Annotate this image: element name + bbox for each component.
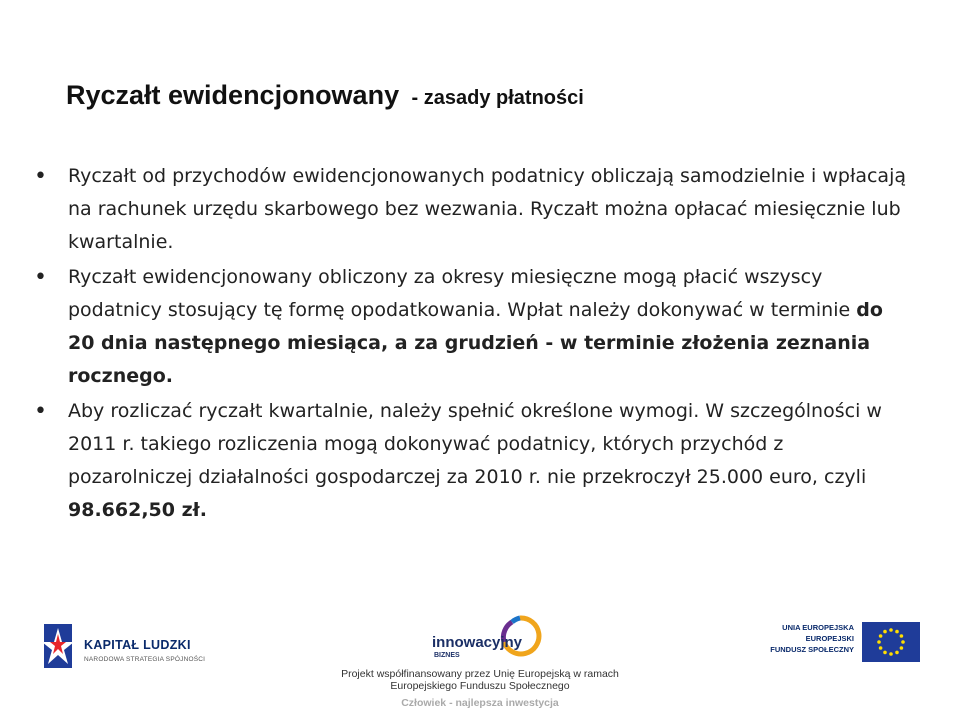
title-main: Ryczałt ewidencjonowany — [66, 80, 400, 110]
innowacyjny-text: innowacyjny — [432, 634, 523, 651]
funding-line-1: Projekt współfinansowany przez Unię Europejską w ramach — [341, 668, 619, 680]
slide-title — [66, 80, 584, 111]
funding-line-2: Europejskiego Funduszu Społecznego — [390, 680, 570, 692]
kapital-ludzki-title: KAPITAŁ LUDZKI — [84, 638, 191, 652]
bullet-item — [32, 395, 912, 527]
bullet-list — [32, 160, 912, 529]
kapital-ludzki-subtitle: NARODOWA STRATEGIA SPÓJNOŚCI — [84, 656, 206, 663]
bullet-dot: • — [34, 399, 47, 424]
eu-line-2: EUROPEJSKI — [805, 634, 854, 643]
bullet-dot: • — [34, 164, 47, 189]
bullet-text: Ryczałt ewidencjonowany obliczony za okresy miesięczne mogą płacić wszyscy podatnicy stosujący tę formę opodatkowania. Wpłat należy dokonywać w terminie — [68, 266, 857, 321]
kapital-ludzki-star-icon — [38, 618, 78, 674]
innowacyjny-biznes-logo — [432, 614, 542, 664]
bullet-item — [32, 160, 912, 259]
biznes-text: BIZNES — [434, 652, 460, 659]
eu-logo — [760, 622, 920, 666]
funding-slogan: Człowiek - najlepsza inwestycja — [401, 697, 559, 709]
kapital-ludzki-logo — [38, 616, 208, 676]
bullet-text-bold: do 20 dnia następnego miesiąca, a za grudzień - w terminie złożenia zeznania rocznego. — [68, 299, 883, 387]
bullet-text: Aby rozliczać ryczałt kwartalnie, należy spełnić określone wymogi. W szczególności w 2011 r. takiego rozliczenia mogą dokonywać podatnicy, których przychód z pozarolniczej działalności gospodarczej za 2010 r. nie przekroczył 25.000 euro, czyli — [68, 400, 882, 488]
funding-note — [0, 668, 960, 709]
bullet-text-bold: 98.662,50 zł. — [68, 499, 207, 521]
bullet-text: Ryczałt od przychodów ewidencjonowanych podatnicy obliczają samodzielnie i wpłacają na rachunek urzędu skarbowego bez wezwania. Ryczałt można opłacać miesięcznie lub kwartalnie. — [68, 165, 906, 253]
eu-line-1: UNIA EUROPEJSKA — [782, 623, 854, 632]
eu-flag-icon — [862, 622, 920, 662]
eu-text-block — [770, 622, 854, 655]
title-sub: - zasady płatności — [411, 87, 584, 109]
bullet-dot: • — [34, 265, 47, 290]
eu-line-3: FUNDUSZ SPOŁECZNY — [770, 645, 854, 654]
footer-logos — [0, 604, 960, 712]
bullet-item — [32, 261, 912, 393]
